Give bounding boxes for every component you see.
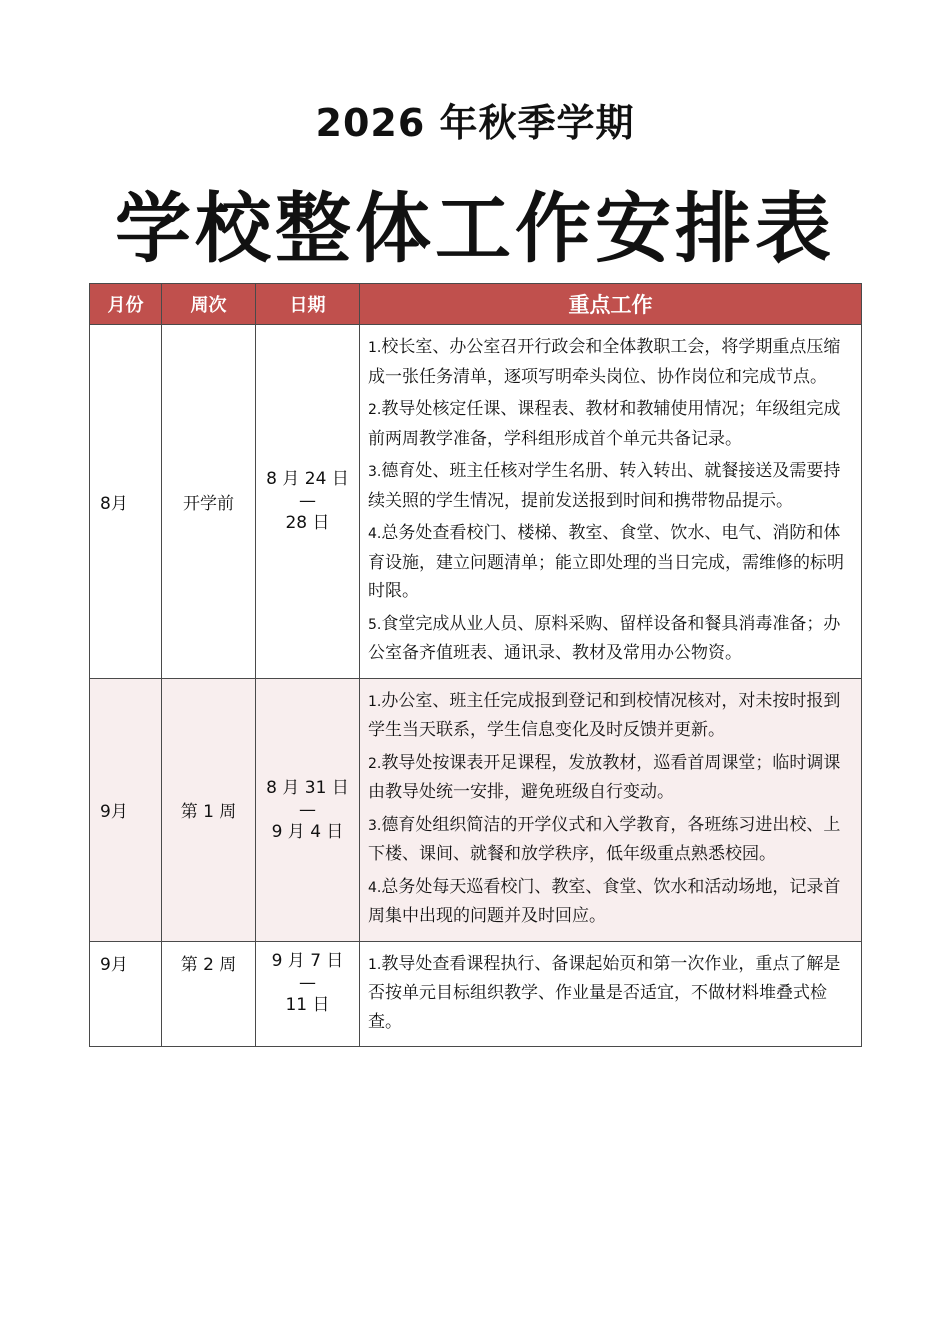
date-end: 11 日 [285,994,330,1015]
item-number: 3. [368,464,382,480]
item-number: 1. [368,693,382,710]
table-header-row [90,284,862,325]
week-cell: 第 2 周 [162,941,256,1047]
item-text: 办公室、班主任完成报到登记和到校情况核对，对未按时报到学生当天联系，学生信息变化及时反馈并更新。 [368,690,841,740]
column-header-key-work: 重点工作 [360,284,862,325]
date-cell [256,941,360,1047]
item-text: 教导处查看课程执行、备课起始页和第一次作业，重点了解是否按单元目标组织教学、作业量是否适宜，不做材料堆叠式检查。 [368,953,841,1032]
column-header-date: 日期 [256,284,360,325]
key-work-cell [360,941,862,1047]
item-text: 食堂完成从业人员、原料采购、留样设备和餐具消毒准备；办公室备齐值班表、通讯录、教材及常用办公物资。 [368,613,841,663]
column-header-week: 周次 [162,284,256,325]
item-number: 1. [368,956,382,973]
work-item [368,395,853,453]
item-number: 2. [368,402,382,418]
item-number: 1. [368,340,382,356]
work-schedule-table [89,283,862,1047]
month-cell: 9月 [90,941,162,1047]
item-number: 5. [368,616,382,633]
work-item [368,950,853,1037]
date-dash: — [299,491,316,512]
key-work-cell [360,325,862,679]
week-cell: 第 1 周 [162,678,256,941]
date-start: 8 月 24 日 [266,469,349,490]
work-item [368,687,853,745]
item-number: 2. [368,755,382,772]
date-start: 8 月 31 日 [266,777,349,798]
item-text: 总务处每天巡看校门、教室、食堂、饮水和活动场地，记录首周集中出现的问题并及时回应。 [368,876,841,926]
work-item [368,333,853,391]
month-cell: 9月 [90,678,162,941]
date-end: 28 日 [285,513,330,534]
work-item [368,519,853,606]
item-text: 总务处查看校门、楼梯、教室、食堂、饮水、电气、消防和体育设施，建立问题清单；能立即处理的当日完成，需维修的标明时限。 [368,523,844,601]
table-row [90,678,862,941]
key-work-cell [360,678,862,941]
work-item [368,749,853,807]
item-text: 教导处核定任课、课程表、教材和教辅使用情况；年级组完成前两周教学准备，学科组形成首个单元共备记录。 [368,399,841,449]
document-title: 学校整体工作安排表 [115,184,835,273]
item-text: 德育处组织简洁的开学仪式和入学教育，各班练习进出校、上下楼、课间、就餐和放学秩序，低年级重点熟悉校园。 [368,814,841,864]
item-number: 3. [368,817,382,834]
item-text: 校长室、办公室召开行政会和全体教职工会，将学期重点压缩成一张任务清单，逐项写明牵头岗位、协作岗位和完成节点。 [368,337,841,387]
column-header-month: 月份 [90,284,162,325]
date-cell [256,325,360,679]
work-item [368,873,853,931]
date-dash: — [299,799,316,820]
work-item [368,610,853,668]
work-item [368,457,853,515]
item-number: 4. [368,526,382,542]
item-number: 4. [368,879,382,896]
date-start: 9 月 7 日 [271,950,344,971]
document-subtitle: 2026 年秋季学期 [315,101,635,145]
date-end: 9 月 4 日 [271,821,344,842]
work-item [368,811,853,869]
item-text: 教导处按课表开足课程，发放教材，巡看首周课堂；临时调课由教导处统一安排，避免班级自行变动。 [368,752,841,802]
month-cell: 8月 [90,325,162,679]
table-row [90,325,862,679]
date-dash: — [299,972,316,993]
week-cell: 开学前 [162,325,256,679]
table-row [90,941,862,1047]
item-text: 德育处、班主任核对学生名册、转入转出、就餐接送及需要持续关照的学生情况，提前发送报到时间和携带物品提示。 [368,461,841,511]
date-cell [256,678,360,941]
